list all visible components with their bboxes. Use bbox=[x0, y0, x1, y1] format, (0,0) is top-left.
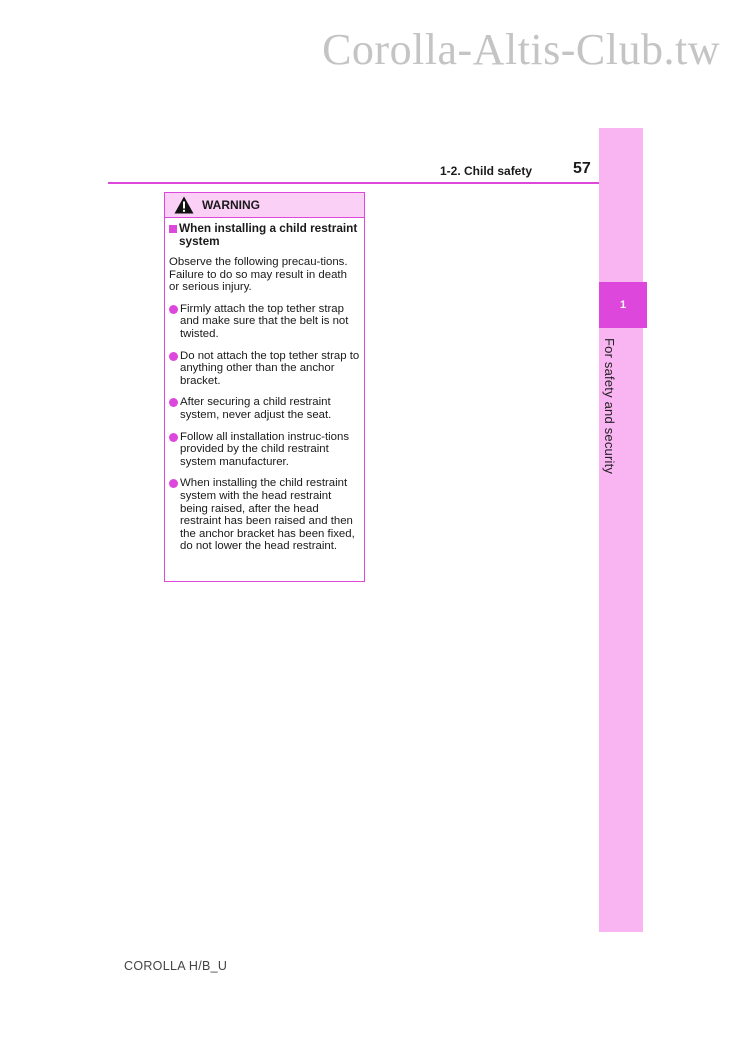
intro-line: Failure to do so may result in death or serious injury. bbox=[169, 268, 347, 294]
bullet-dot-icon bbox=[169, 433, 178, 442]
list-item-text: After securing a child restraint system, never adjust the seat. bbox=[180, 396, 332, 421]
page-number: 57 bbox=[573, 160, 591, 177]
warning-label: WARNING bbox=[202, 198, 260, 212]
warning-body bbox=[165, 218, 364, 553]
watermark: Corolla-Altis-Club.tw bbox=[322, 25, 720, 74]
list-item-text: When installing the child restraint system with the head restraint being raised, after the head restraint has been raised and then the anchor bracket has been fixed, do not lower the head restraint. bbox=[180, 477, 355, 553]
list-item bbox=[169, 303, 360, 341]
list-item bbox=[169, 396, 360, 421]
bullet-dot-icon bbox=[169, 398, 178, 407]
warning-triangle-icon bbox=[174, 196, 194, 214]
chapter-number-tab[interactable]: 1 bbox=[599, 282, 647, 328]
warning-subheading-text: When installing a child restraint system bbox=[179, 221, 358, 248]
list-item bbox=[169, 350, 360, 388]
bullet-dot-icon bbox=[169, 305, 178, 314]
bullet-dot-icon bbox=[169, 479, 178, 488]
chapter-label: For safety and security bbox=[602, 338, 617, 475]
list-item-text: Do not attach the top tether strap to anything other than the anchor bracket. bbox=[180, 349, 360, 387]
list-item-text: Firmly attach the top tether strap and make sure that the belt is not twisted. bbox=[180, 302, 349, 340]
square-bullet-icon bbox=[169, 225, 177, 233]
list-item bbox=[169, 431, 360, 469]
footer-model: COROLLA H/B_U bbox=[124, 959, 228, 973]
warning-header bbox=[165, 193, 364, 218]
intro-line: Observe the following precau-tions. bbox=[169, 256, 348, 268]
side-tab bbox=[599, 128, 643, 932]
bullet-dot-icon bbox=[169, 352, 178, 361]
list-item-text: Follow all installation instruc-tions provided by the child restraint system manufacturer. bbox=[180, 430, 350, 468]
warning-intro bbox=[169, 256, 360, 294]
warning-subheading bbox=[169, 222, 360, 248]
section-title: 1-2. Child safety bbox=[440, 164, 533, 178]
warning-box bbox=[164, 192, 365, 582]
header-divider bbox=[108, 182, 599, 184]
list-item bbox=[169, 477, 360, 553]
